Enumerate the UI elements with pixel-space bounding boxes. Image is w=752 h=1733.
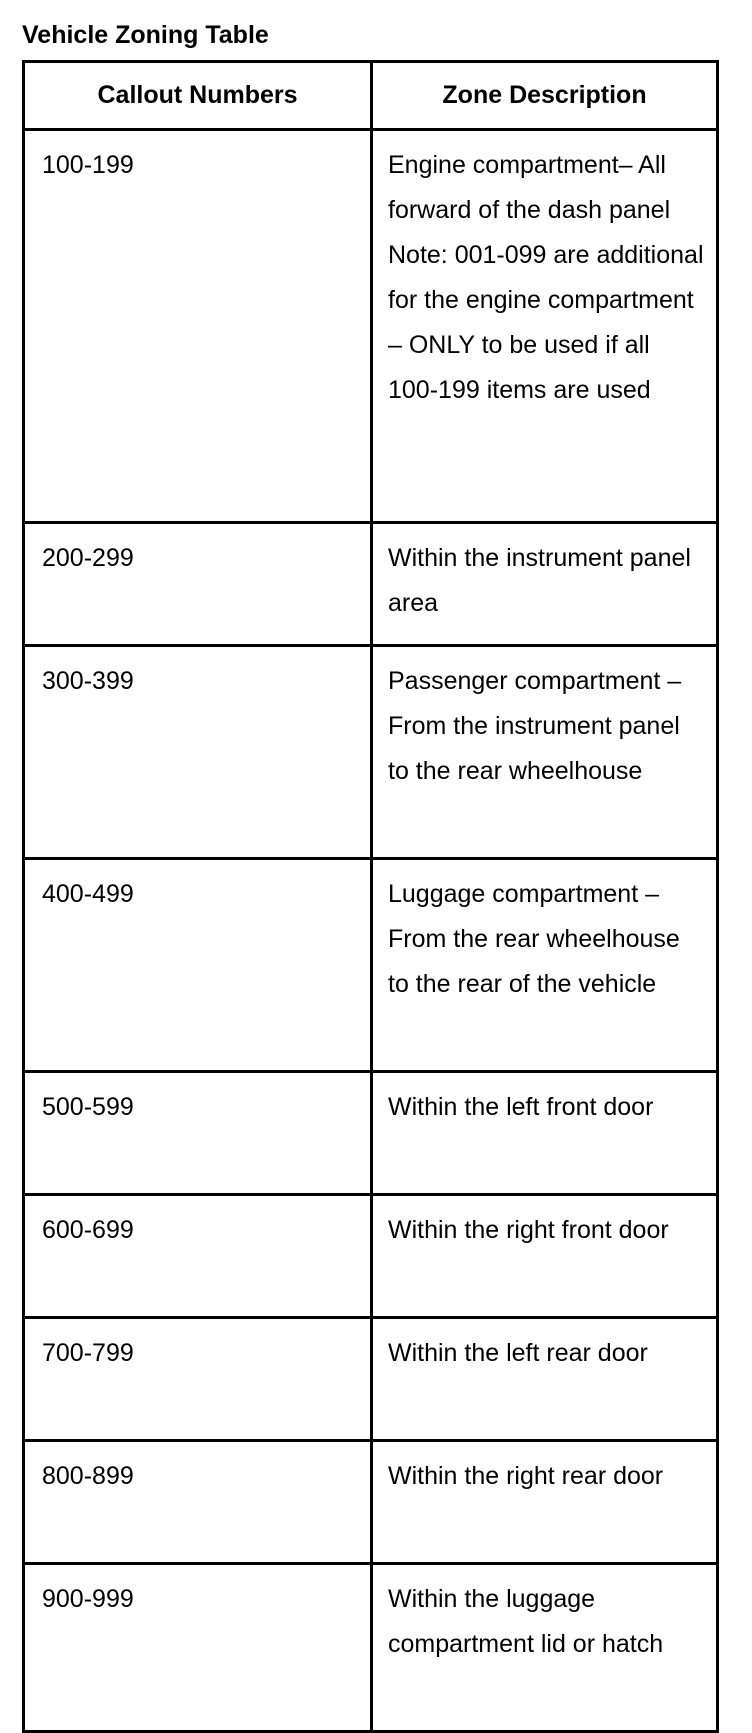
table-header-row (24, 62, 718, 130)
table-row (24, 130, 718, 523)
column-header-zone-description: Zone Description (372, 62, 718, 130)
zone-description-cell: Engine compartment– All forward of the dash panel Note: 001-099 are additional for the engine compartment – ONLY to be used if all 100-199 items are used (372, 130, 718, 523)
zone-description-cell: Within the instrument panel area (372, 523, 718, 646)
zone-description-cell: Within the right rear door (372, 1441, 718, 1564)
callout-number-cell: 200-299 (24, 523, 372, 646)
callout-number-cell: 900-999 (24, 1564, 372, 1732)
zone-description-cell: Luggage compartment – From the rear wheelhouse to the rear of the vehicle (372, 859, 718, 1072)
zone-description-cell: Passenger compartment – From the instrument panel to the rear wheelhouse (372, 646, 718, 859)
callout-number-cell: 800-899 (24, 1441, 372, 1564)
table-row (24, 1564, 718, 1732)
table-row (24, 1318, 718, 1441)
table-row (24, 646, 718, 859)
zone-description-cell: Within the luggage compartment lid or hatch (372, 1564, 718, 1732)
callout-number-cell: 400-499 (24, 859, 372, 1072)
table-title: Vehicle Zoning Table (22, 21, 269, 49)
callout-number-cell: 100-199 (24, 130, 372, 523)
table-row (24, 859, 718, 1072)
table-row (24, 523, 718, 646)
callout-number-cell: 600-699 (24, 1195, 372, 1318)
zone-description-cell: Within the left front door (372, 1072, 718, 1195)
zone-description-cell: Within the right front door (372, 1195, 718, 1318)
callout-number-cell: 500-599 (24, 1072, 372, 1195)
table-row (24, 1072, 718, 1195)
zone-description-cell: Within the left rear door (372, 1318, 718, 1441)
vehicle-zoning-table (22, 60, 719, 1733)
table-row (24, 1441, 718, 1564)
table-row (24, 1195, 718, 1318)
column-header-callout-numbers: Callout Numbers (24, 62, 372, 130)
callout-number-cell: 300-399 (24, 646, 372, 859)
callout-number-cell: 700-799 (24, 1318, 372, 1441)
